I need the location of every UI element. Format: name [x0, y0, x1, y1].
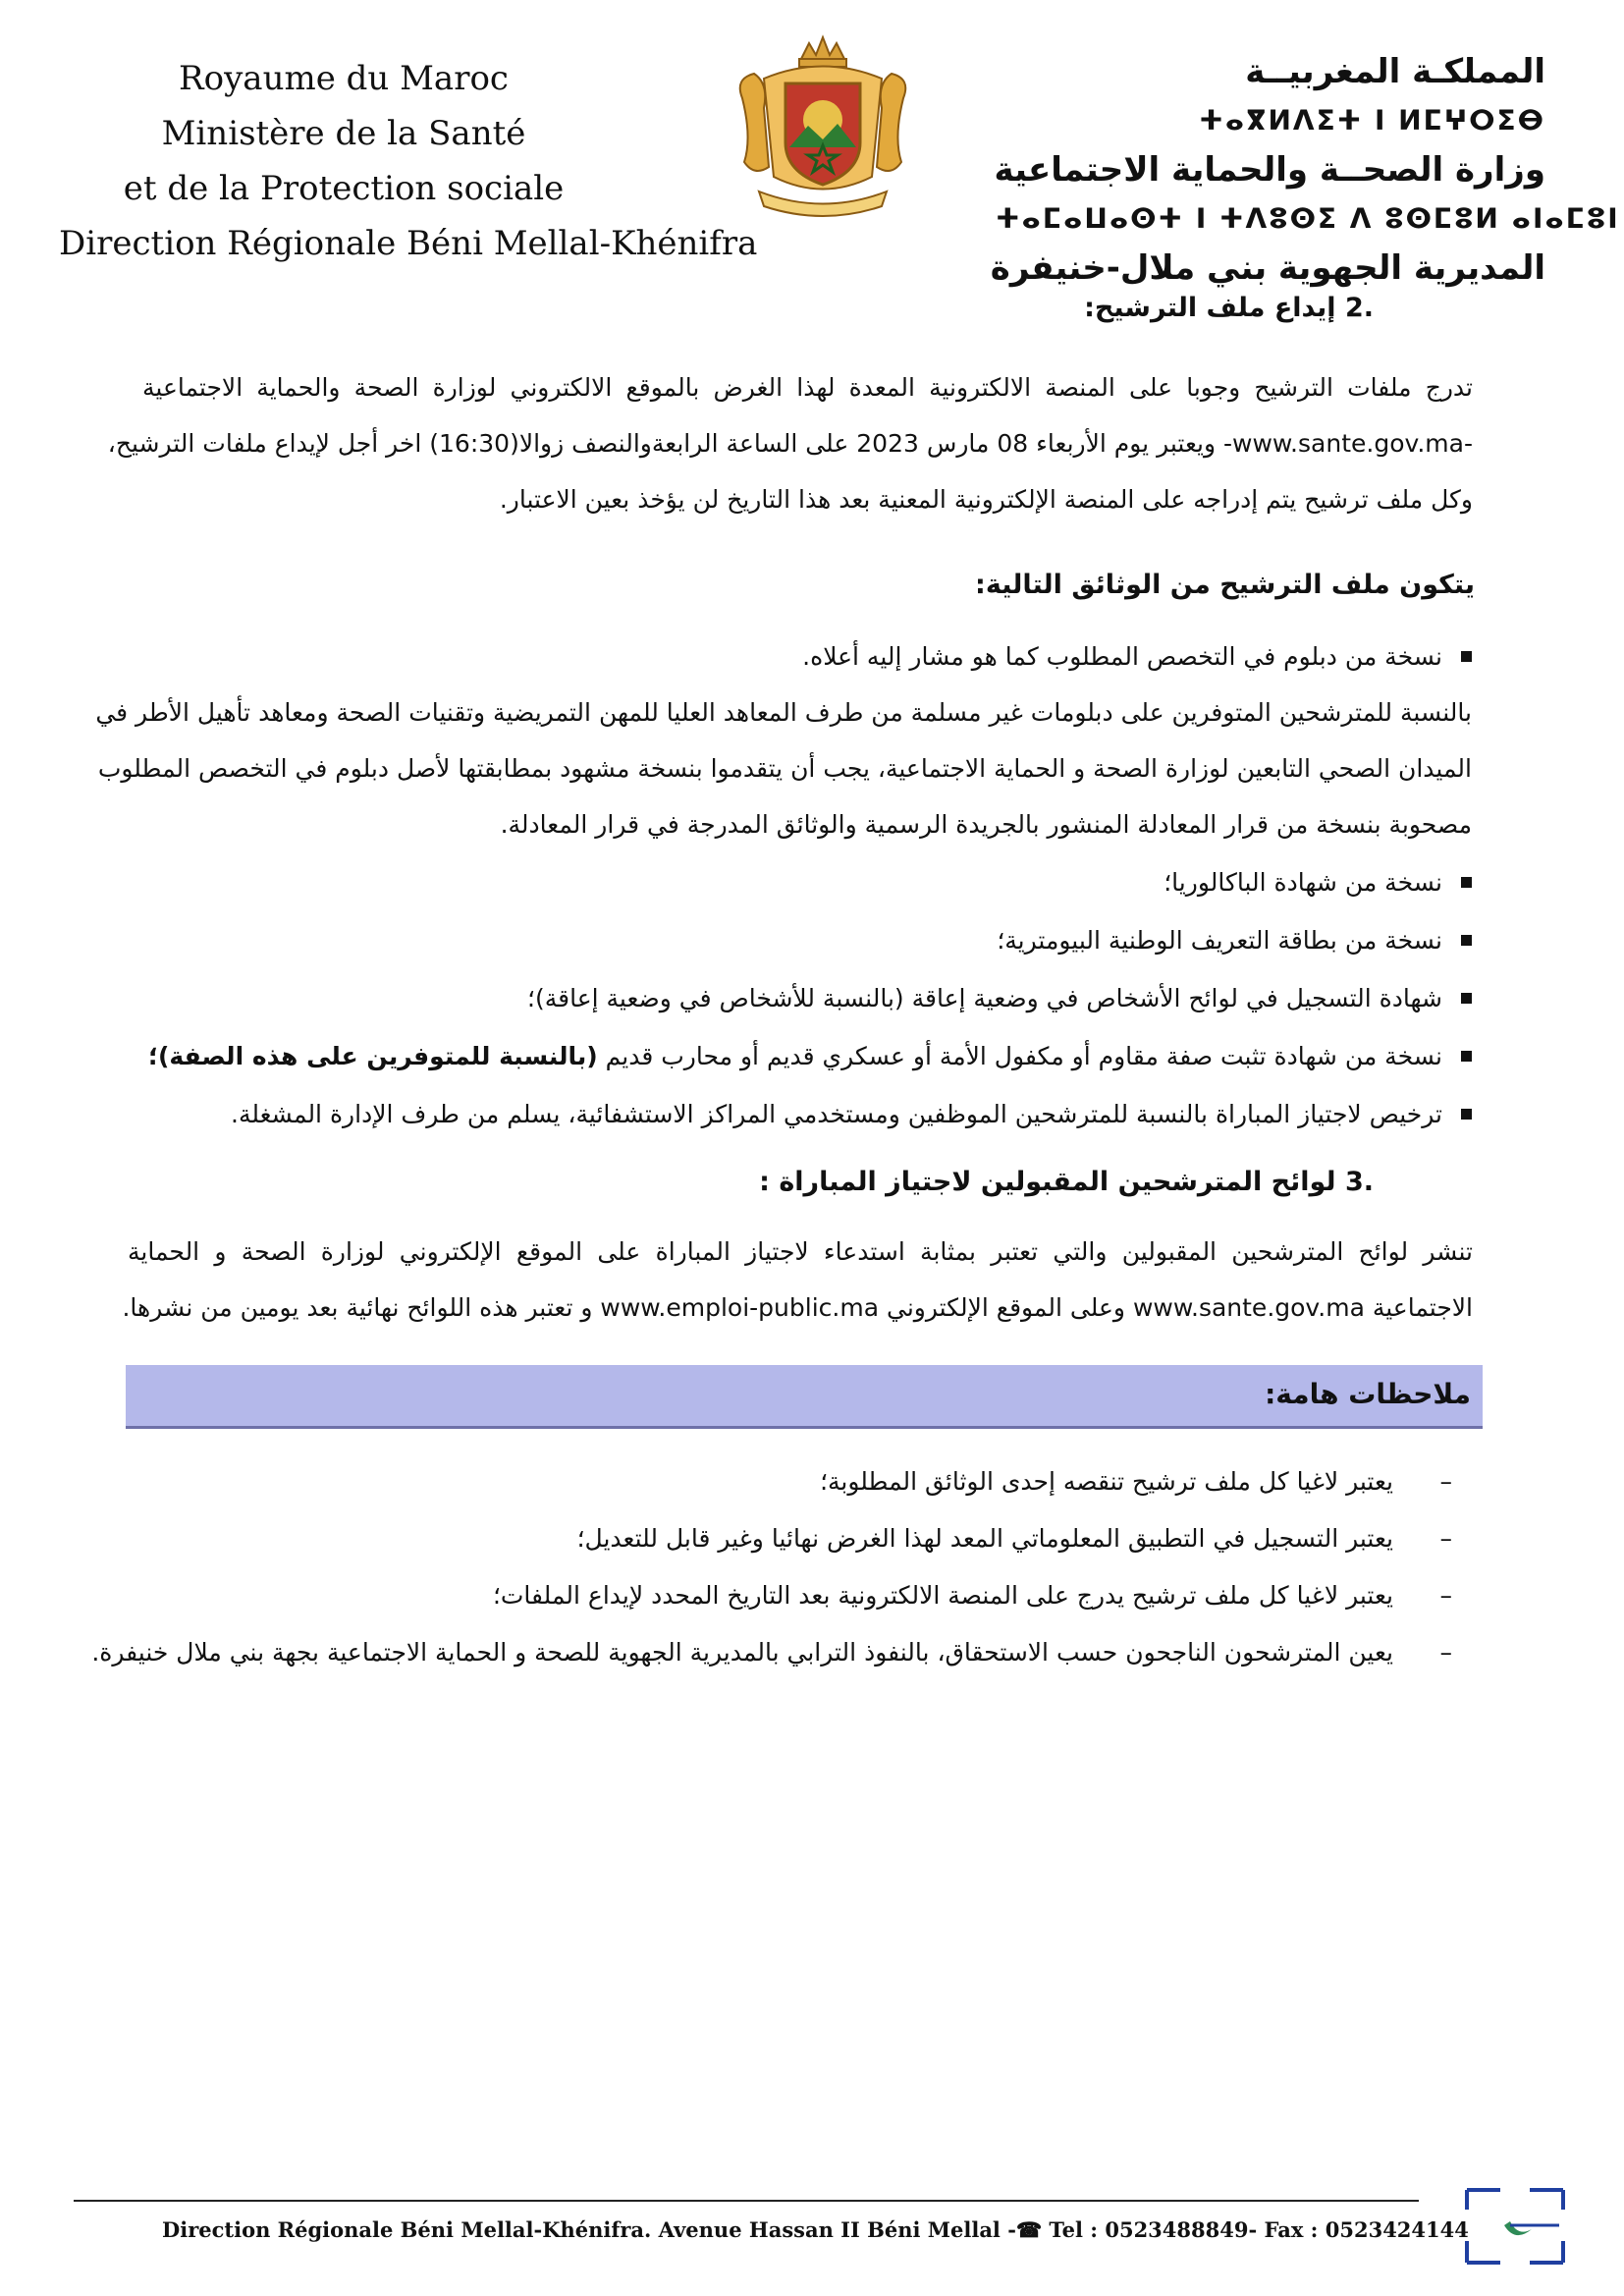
- square-bullet-icon: [1461, 1109, 1472, 1120]
- header-fr-line-1: Royaume du Maroc: [179, 59, 509, 98]
- header-ar-line-1: المملكـة المغربيــة: [1245, 52, 1545, 91]
- document-item-1-sub-1: بالنسبة للمترشحين المتوفرين على دبلومات غير مسلمة من طرف المعاهد العليا للمهن التمريضية وتقنيات الصحة ومعاهد تأهيل الأطر في: [95, 698, 1472, 727]
- square-bullet-icon: [1461, 935, 1472, 946]
- list-item: [156, 970, 1472, 1026]
- dash-bullet: –: [1439, 1638, 1452, 1667]
- header-french: [59, 51, 758, 271]
- section-3-title: .3 لوائح المترشحين المقبولين لاجتياز المباراة :: [759, 1167, 1374, 1197]
- note-item-4: يعين المترشحون الناجحون حسب الاستحقاق، بالنفوذ الترابي بالمديرية الجهوية للصحة و الحماية الاجتماعية بجهة بني ملال خنيفرة.: [91, 1638, 1393, 1667]
- note-item-1: يعتبر لاغيا كل ملف ترشيح تنقصه إحدى الوثائق المطلوبة؛: [820, 1467, 1393, 1496]
- note-item-2: يعتبر التسجيل في التطبيق المعلوماتي المعد لهذا الغرض نهائيا وغير قابل للتعديل؛: [576, 1524, 1393, 1553]
- document-item-5: [147, 1028, 1442, 1084]
- document-item-3: نسخة من بطاقة التعريف الوطنية البيومترية؛: [997, 926, 1442, 955]
- list-item: [95, 629, 1472, 852]
- section-2-line-2: -www.sante.gov.ma- ويعتبر يوم الأربعاء 08 مارس 2023 على الساعة الرابعةوالنصف زوالا(16:30) اخر أجل لإيداع ملفات الترشيح،: [107, 429, 1473, 458]
- list-item: [156, 854, 1472, 910]
- notes-banner: [126, 1365, 1483, 1429]
- section-3-line-1: تنشر لوائح المترشحين المقبولين والتي تعتبر بمثابة استدعاء لاجتياز المباراة على الموقع الإلكتروني لوزارة الصحة و الحماية: [128, 1237, 1473, 1266]
- moroccan-coat-of-arms-icon: [725, 29, 921, 226]
- document-item-6: ترخيص لاجتياز المباراة بالنسبة للمترشحين الموظفين ومستخدمي المراكز الاستشفائية، يسلم من طرف الإدارة المشغلة.: [231, 1100, 1442, 1128]
- document-item-1-sub-3: مصحوبة بنسخة من قرار المعادلة المنشور بالجريدة الرسمية والوثائق المدرجة في قرار المعادلة.: [500, 810, 1472, 839]
- dash-bullet: –: [1439, 1524, 1452, 1553]
- documents-title: يتكون ملف الترشيح من الوثائق التالية:: [975, 570, 1475, 600]
- dash-bullet: –: [1439, 1467, 1452, 1496]
- document-item-1-details: [95, 684, 1472, 852]
- header-fr-line-2: Ministère de la Santé: [161, 114, 526, 153]
- header-fr-line-3: et de la Protection sociale: [123, 169, 565, 208]
- square-bullet-icon: [1461, 1051, 1472, 1062]
- square-bullet-icon: [1461, 877, 1472, 888]
- list-item: [127, 1453, 1452, 1510]
- documents-list: [95, 629, 1472, 1144]
- footer-divider: [74, 2200, 1419, 2202]
- header-ar-line-5: المديرية الجهوية بني ملال-خنيفرة: [990, 248, 1545, 288]
- dash-bullet: –: [1439, 1581, 1452, 1610]
- header-ar-line-2: ⵜⴰⴳⵍⴷⵉⵜ ⵏ ⵍⵎⵖⵔⵉⴱ: [1199, 104, 1545, 137]
- ministry-logo-icon: [1461, 2182, 1569, 2270]
- header-fr-line-4: Direction Régionale Béni Mellal-Khénifra: [59, 224, 758, 263]
- section-2-line-3: وكل ملف ترشيح يتم إدراجه على المنصة الإلكترونية المعنية بعد هذا التاريخ لن يؤخذ بعين الاعتبار.: [499, 485, 1473, 514]
- notes-title: ملاحظات هامة:: [1265, 1378, 1471, 1410]
- section-2-title: .2 إيداع ملف الترشيح:: [1084, 293, 1374, 323]
- document-item-1-sub-2: الميدان الصحي التابعين لوزارة الصحة و الحماية الاجتماعية، يجب أن يتقدموا بنسخة مشهود بمطابقتها لأصل دبلوم في التخصص المطلوب: [97, 754, 1472, 783]
- document-item-5-text: نسخة من شهادة تثبت صفة مقاوم أو مكفول الأمة أو عسكري قديم أو محارب قديم: [605, 1042, 1442, 1070]
- square-bullet-icon: [1461, 993, 1472, 1004]
- list-item: [127, 1567, 1452, 1624]
- section-3-paragraph: [122, 1224, 1473, 1336]
- list-item: [91, 1624, 1452, 1681]
- section-3-line-2: الاجتماعية www.sante.gov.ma وعلى الموقع الإلكتروني www.emploi-public.ma و تعتبر هذه اللوائح نهائية بعد يومين من نشرها.: [122, 1293, 1473, 1322]
- list-item: [156, 912, 1472, 968]
- list-item: [147, 1028, 1472, 1084]
- document-item-4: شهادة التسجيل في لوائح الأشخاص في وضعية إعاقة (بالنسبة للأشخاص في وضعية إعاقة)؛: [527, 984, 1442, 1012]
- list-item: [156, 1086, 1472, 1142]
- square-bullet-icon: [1461, 651, 1472, 662]
- footer-address: Direction Régionale Béni Mellal-Khénifra. Avenue Hassan II Béni Mellal -☎ Tel : 0523488849- Fax : 0523424144: [162, 2217, 1469, 2242]
- notes-list: [91, 1453, 1452, 1681]
- document-item-1: نسخة من دبلوم في التخصص المطلوب كما هو مشار إليه أعلاه.: [802, 642, 1442, 671]
- document-item-2: نسخة من شهادة الباكالوريا؛: [1164, 868, 1442, 897]
- list-item: [127, 1510, 1452, 1567]
- header-ar-line-3: وزارة الصحــة والحماية الاجتماعية: [994, 150, 1545, 190]
- header-arabic: [990, 47, 1620, 293]
- section-2-line-1: تدرج ملفات الترشيح وجوبا على المنصة الالكترونية المعدة لهذا الغرض بالموقع الالكتروني لوزارة الصحة والحماية الاجتماعية: [142, 373, 1473, 402]
- header-ar-line-4: ⵜⴰⵎⴰⵡⴰⵙⵜ ⵏ ⵜⴷⵓⵙⵉ ⴷ ⵓⵙⵎⵓⵍ ⴰⵏⴰⵎⵓⵏ: [996, 202, 1620, 235]
- note-item-3: يعتبر لاغيا كل ملف ترشيح يدرج على المنصة الالكترونية بعد التاريخ المحدد لإيداع الملفات؛: [492, 1581, 1393, 1610]
- document-item-5-bold: (بالنسبة للمتوفرين على هذه الصفة)؛: [147, 1042, 598, 1070]
- section-2-paragraph: [107, 359, 1473, 527]
